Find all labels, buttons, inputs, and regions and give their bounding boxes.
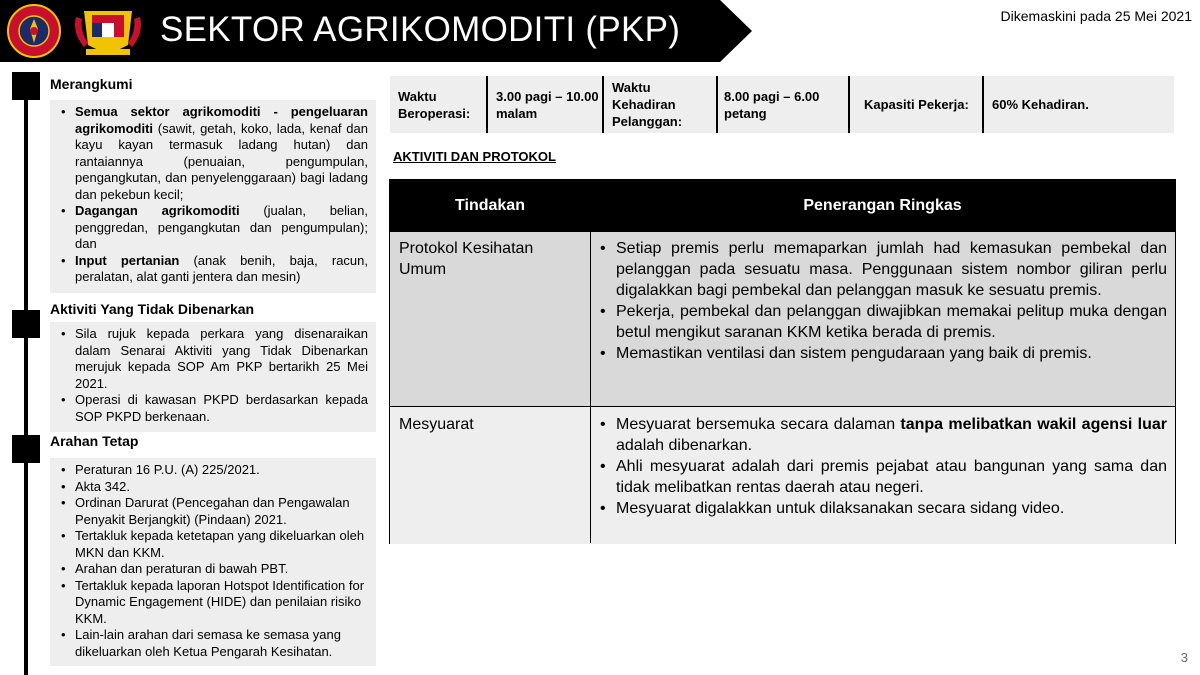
waktu-operasi-value: 3.00 pagi – 10.00 malam bbox=[488, 76, 602, 133]
section-box-merangkumi bbox=[50, 100, 376, 293]
list-item: • Mesyuarat digalakkan untuk dilaksanakan secara sidang video. bbox=[597, 498, 1167, 519]
table-row bbox=[390, 407, 1175, 544]
list-item: • Operasi di kawasan PKPD berdasarkan kepada SOP PKPD berkenaan. bbox=[58, 392, 368, 425]
page-title: SEKTOR AGRIKOMODITI (PKP) bbox=[160, 10, 681, 49]
kapasiti-value: 60% Kehadiran. bbox=[984, 76, 1174, 133]
section-box-tidak-dibenarkan bbox=[50, 322, 376, 432]
page-number: 3 bbox=[1180, 650, 1188, 665]
row-action: Mesyuarat bbox=[399, 416, 474, 433]
updated-date: Dikemaskini pada 25 Mei 2021 bbox=[1000, 8, 1192, 24]
list-item: • Tertakluk kepada laporan Hotspot Identification for Dynamic Engagement (HIDE) dan penilaian risiko KKM. bbox=[58, 578, 368, 628]
list-item: • Memastikan ventilasi dan sistem pengudaraan yang baik di premis. bbox=[597, 343, 1167, 364]
nsc-logo bbox=[4, 3, 64, 59]
list-item: • Tertakluk kepada ketetapan yang dikeluarkan oleh MKN dan KKM. bbox=[58, 528, 368, 561]
list-item: • Semua sektor agrikomoditi - pengeluaran agrikomoditi (sawit, getah, koko, lada, kenaf dan kayu kayan termasuk ladang hutan) dan rantaiannya (penuaian, pengumpulan, pengangkutan, dan penyelenggaraan) bagi ladang dan pekebun kecil; bbox=[58, 104, 368, 203]
column-header-penerangan: Penerangan Ringkas bbox=[803, 197, 962, 214]
list-item: • Ordinan Darurat (Pencegahan dan Pengawalan Penyakit Berjangkit) (Pindaan) 2021. bbox=[58, 495, 368, 528]
timeline-marker-tidak-dibenarkan bbox=[12, 310, 40, 338]
table-header bbox=[390, 180, 1175, 232]
row-description bbox=[597, 414, 1167, 519]
list-item: • Input pertanian (anak benih, baja, racun, peralatan, alat ganti jentera dan mesin) bbox=[58, 253, 368, 286]
list-item: • Peraturan 16 P.U. (A) 225/2021. bbox=[58, 462, 368, 479]
list-item: • Akta 342. bbox=[58, 479, 368, 496]
timeline-line bbox=[24, 72, 28, 675]
list-item: • Dagangan agrikomoditi (jualan, belian, penggredan, pengangkutan dan pengumpulan); dan bbox=[58, 203, 368, 253]
kehadiran-label: Waktu Kehadiran Pelanggan: bbox=[604, 76, 716, 133]
protocol-table bbox=[389, 179, 1176, 544]
list-item: • Sila rujuk kepada perkara yang disenaraikan dalam Senarai Aktiviti yang Tidak Dibenarkan merujuk kepada SOP Am PKP bertarikh 25 Mei 2021. bbox=[58, 326, 368, 392]
info-row bbox=[390, 76, 1174, 133]
list-item: • Mesyuarat bersemuka secara dalaman tanpa melibatkan wakil agensi luar adalah dibenarkan. bbox=[597, 414, 1167, 456]
row-description bbox=[597, 238, 1167, 364]
timeline-marker-merangkumi bbox=[12, 72, 40, 100]
table-row bbox=[390, 232, 1175, 406]
kehadiran-value: 8.00 pagi – 6.00 petang bbox=[718, 76, 848, 133]
section-box-arahan-tetap bbox=[50, 458, 376, 666]
list-item: • Setiap premis perlu memaparkan jumlah had kemasukan pembekal dan pelanggan pada sesuatu masa. Penggunaan sistem nombor giliran perlu digalakkan bagi pembekal dan pelanggan masuk ke sesuatu premis. bbox=[597, 238, 1167, 301]
section-heading-arahan-tetap: Arahan Tetap bbox=[50, 433, 139, 449]
row-action: Protokol Kesihatan Umum bbox=[399, 240, 534, 278]
section-heading-merangkumi: Merangkumi bbox=[50, 76, 133, 92]
list-item: • Pekerja, pembekal dan pelanggan diwajibkan memakai pelitup muka dengan betul mengikut saranan KKM ketika berada di premis. bbox=[597, 301, 1167, 343]
column-header-tindakan: Tindakan bbox=[455, 197, 525, 214]
waktu-operasi-label: Waktu Beroperasi: bbox=[390, 76, 486, 133]
list-item: • Arahan dan peraturan di bawah PBT. bbox=[58, 561, 368, 578]
list-item: • Lain-lain arahan dari semasa ke semasa yang dikeluarkan oleh Ketua Pengarah Kesihatan. bbox=[58, 627, 368, 660]
timeline-marker-arahan-tetap bbox=[12, 435, 40, 463]
list-item: • Ahli mesyuarat adalah dari premis pejabat atau bangunan yang sama dan tidak melibatkan rentas daerah atau negeri. bbox=[597, 456, 1167, 498]
malaysia-crest-logo bbox=[70, 3, 146, 59]
kapasiti-label: Kapasiti Pekerja: bbox=[850, 76, 982, 133]
column-divider bbox=[590, 232, 591, 543]
section-heading-tidak-dibenarkan: Aktiviti Yang Tidak Dibenarkan bbox=[50, 301, 255, 317]
activity-title: AKTIVITI DAN PROTOKOL bbox=[393, 149, 556, 164]
